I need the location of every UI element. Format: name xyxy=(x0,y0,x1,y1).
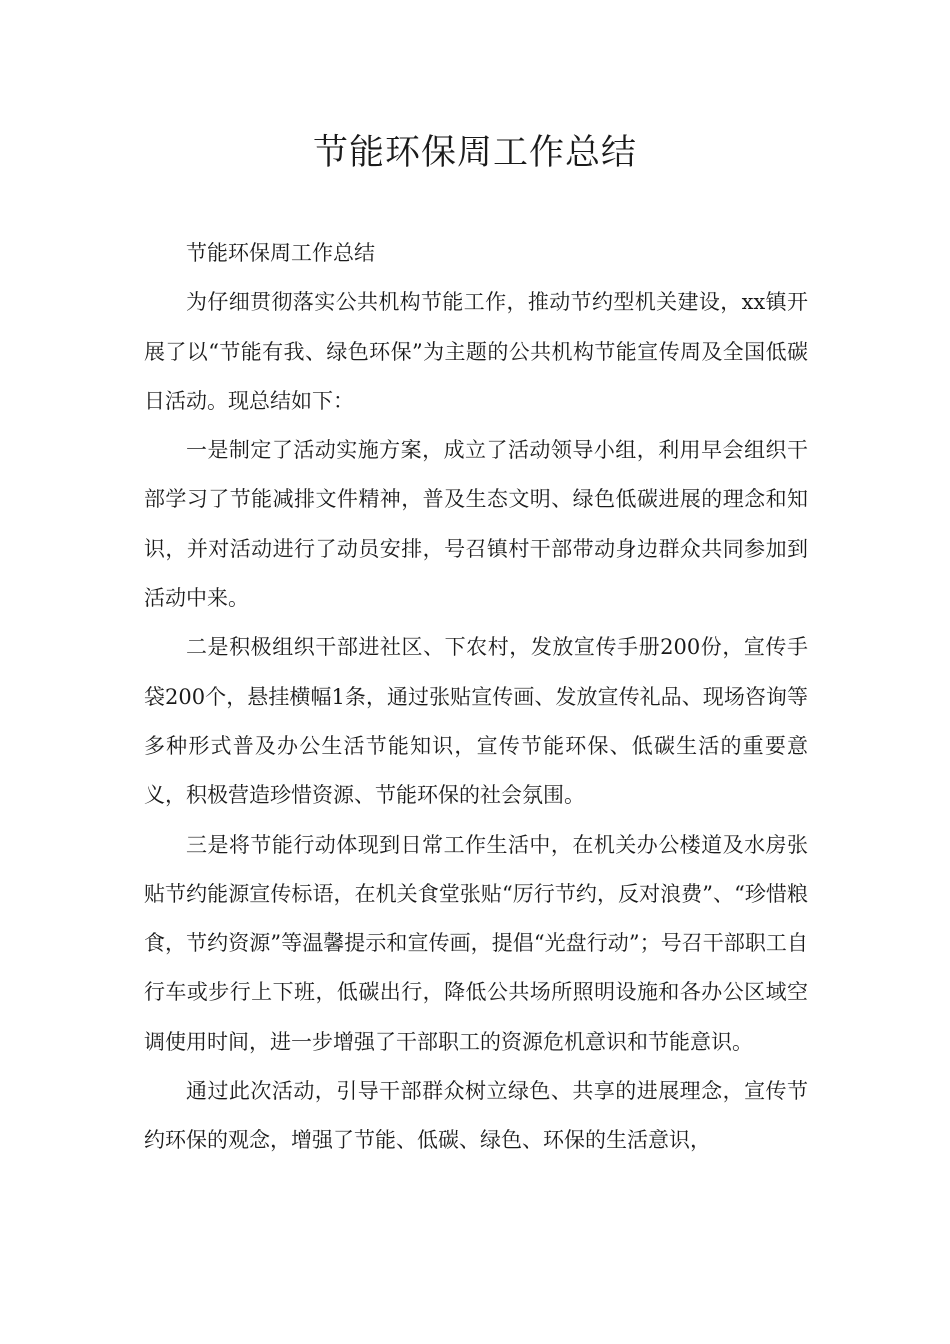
paragraph-point-three: 三是将节能行动体现到日常工作生活中，在机关办公楼道及水房张贴节约能源宣传标语，在机关食堂张贴“厉行节约，反对浪费”、“珍惜粮食，节约资源”等温馨提示和宣传画，提倡“光盘行动”；号召干部职工自行车或步行上下班，低碳出行，降低公共场所照明设施和各办公区域空调使用时间，进一步增强了干部职工的资源危机意识和节能意识。 xyxy=(144,832,808,1054)
paragraph-point-one: 一是制定了活动实施方案，成立了活动领导小组，利用早会组织干部学习了节能减排文件精神，普及生态文明、绿色低碳进展的理念和知识，并对活动进行了动员安排，号召镇村干部带动身边群众共同参加到活动中来。 xyxy=(144,438,808,611)
document-title: 节能环保周工作总结 xyxy=(312,133,637,173)
paragraph-point-two: 二是积极组织干部进社区、下农村，发放宣传手册200份，宣传手袋200个，悬挂横幅1条，通过张贴宣传画、发放宣传礼品、现场咨询等多种形式普及办公生活节能知识，宣传节能环保、低碳生活的重要意义，积极营造珍惜资源、节能环保的社会氛围。 xyxy=(144,635,808,808)
paragraph-subtitle: 节能环保周工作总结 xyxy=(186,241,375,265)
paragraph-conclusion: 通过此次活动，引导干部群众树立绿色、共享的进展理念，宣传节约环保的观念，增强了节能、低碳、绿色、环保的生活意识， xyxy=(144,1079,808,1153)
paragraph-intro: 为仔细贯彻落实公共机构节能工作，推动节约型机关建设，xx镇开展了以“节能有我、绿色环保”为主题的公共机构节能宣传周及全国低碳日活动。现总结如下： xyxy=(144,290,808,413)
document-body xyxy=(144,229,808,1166)
